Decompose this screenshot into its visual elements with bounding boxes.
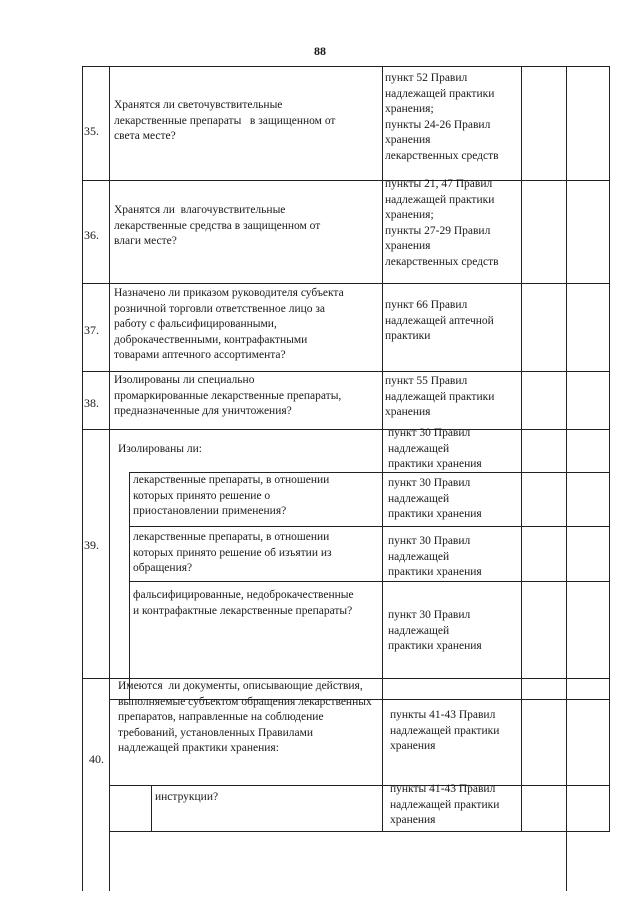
row-divider	[82, 371, 609, 372]
question-text: Имеются ли документы, описывающие действия, выполняемые субъектом обращения лекарственных препаратов, направленные на соблюдение требований, установленных Правилами надлежащей практики хранения:	[118, 680, 372, 755]
reference-text: пункты 41-43 Правил надлежащей практики хранения	[390, 709, 500, 753]
table-bottom-border	[109, 831, 609, 832]
row-number: 38.	[84, 396, 99, 410]
subrow-divider	[109, 785, 609, 786]
table-top-border	[82, 66, 609, 67]
subquestion-text: фальсифицированные, недоброкачественные и контрафактные лекарственные препараты?	[133, 589, 354, 617]
reference-text: пункты 41-43 Правил надлежащей практики хранения	[390, 783, 500, 827]
row-number: 37.	[84, 323, 99, 337]
reference-text: пункт 30 Правил надлежащей практики хранения	[388, 427, 482, 471]
subquestion-text: инструкции?	[155, 791, 219, 803]
row-divider	[82, 429, 609, 430]
subquestion-text: лекарственные препараты, в отношении которых принято решение о приостановлении применения?	[133, 474, 330, 518]
reference-text: пункт 30 Правил надлежащей практики хранения	[388, 477, 482, 521]
subrow-divider	[129, 581, 609, 582]
page-number: 88	[314, 44, 326, 58]
table-column-divider	[109, 66, 110, 891]
row-number: 36.	[84, 228, 99, 242]
reference-text: пункт 30 Правил надлежащей практики хранения	[388, 609, 482, 653]
reference-text: пункт 30 Правил надлежащей практики хранения	[388, 535, 482, 579]
table-border-right	[609, 66, 610, 832]
subquestion-text: лекарственные препараты, в отношении которых принято решение об изъятии из обращения?	[133, 531, 332, 575]
row-number: 39.	[84, 538, 99, 552]
question-text: Изолированы ли специально промаркированные лекарственные препараты, предназначенные для уничтожения?	[114, 374, 342, 418]
table-column-divider	[566, 66, 567, 891]
subrow-indent-line	[151, 785, 152, 832]
subrow-divider	[129, 526, 609, 527]
reference-text: пункт 52 Правил надлежащей практики хранения; пункты 24-26 Правил хранения лекарственных средств	[385, 72, 499, 162]
row-divider	[82, 180, 609, 181]
question-text: Хранятся ли светочувствительные лекарственные препараты в защищенном от света месте?	[114, 99, 336, 143]
subrow-indent-line	[129, 472, 130, 700]
reference-text: пункты 21, 47 Правил надлежащей практики хранения; пункты 27-29 Правил хранения лекарственных средств	[385, 178, 499, 268]
row-divider	[82, 283, 609, 284]
row-number: 40.	[89, 752, 104, 766]
question-text: Назначено ли приказом руководителя субъекта розничной торговли ответственное лицо за работу с фальсифицированными, доброкачественными, контрафактными товарами аптечного ассортимента?	[114, 287, 344, 362]
question-text: Изолированы ли:	[118, 443, 202, 455]
question-text: Хранятся ли влагочувствительные лекарственные средства в защищенном от влаги месте?	[114, 204, 321, 248]
reference-text: пункт 55 Правил надлежащей практики хранения	[385, 375, 495, 419]
reference-text: пункт 66 Правил надлежащей аптечной практики	[385, 299, 494, 343]
row-number: 35.	[84, 124, 99, 138]
table-border-left	[82, 66, 83, 891]
